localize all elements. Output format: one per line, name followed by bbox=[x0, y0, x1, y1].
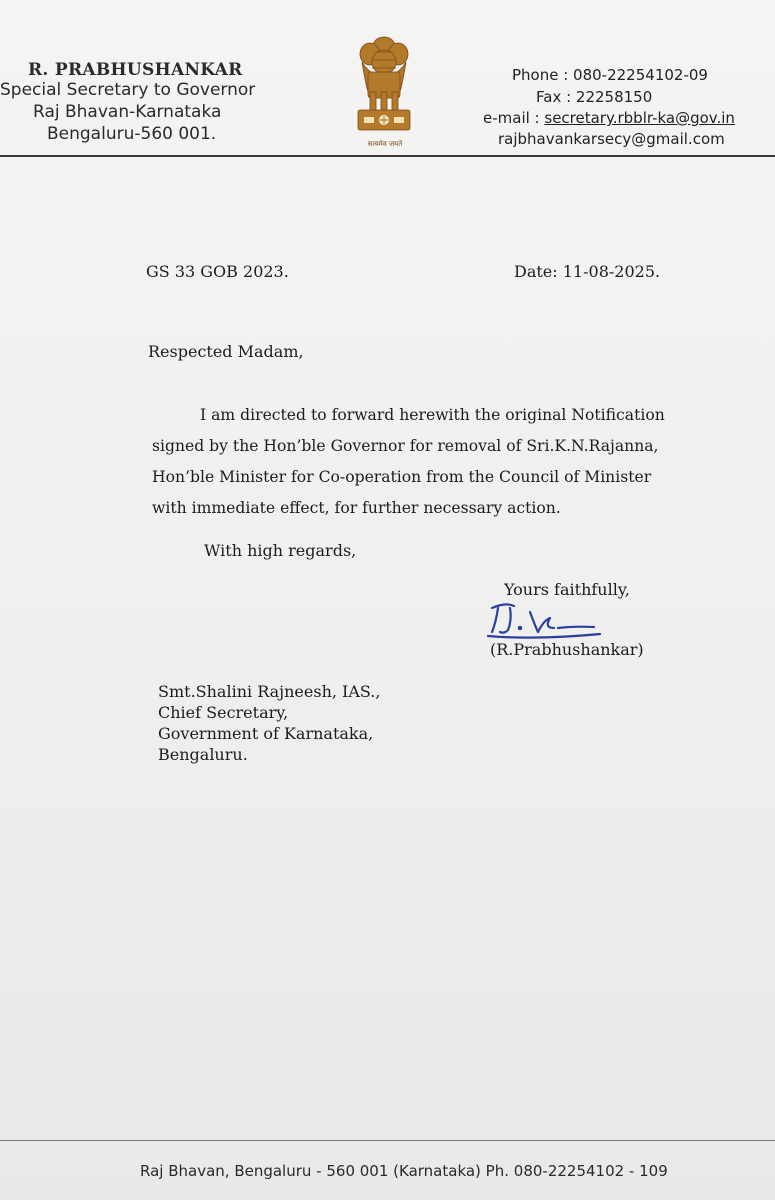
phone-line: Phone : 080-22254102-09 bbox=[512, 66, 708, 84]
footer-divider bbox=[0, 1140, 775, 1141]
body-line: Hon’ble Minister for Co-operation from the Council of Minister bbox=[152, 468, 652, 486]
salutation: Respected Madam, bbox=[148, 342, 304, 361]
reference-number: GS 33 GOB 2023. bbox=[146, 262, 289, 281]
recipient-organization: Government of Karnataka, bbox=[158, 724, 374, 743]
sender-city: Bengaluru-560 001. bbox=[47, 124, 217, 144]
letter-date: Date: 11-08-2025. bbox=[514, 262, 661, 281]
letter-body bbox=[152, 400, 700, 524]
sender-office: Raj Bhavan-Karnataka bbox=[33, 102, 222, 122]
footer-address: Raj Bhavan, Bengaluru - 560 001 (Karnataka) Ph. 080-22254102 - 109 bbox=[140, 1162, 668, 1180]
emblem-motto: सत्यमेव जयते bbox=[367, 140, 403, 148]
recipient-city: Bengaluru. bbox=[158, 745, 248, 764]
regards-line: With high regards, bbox=[204, 541, 357, 560]
signatory-name: (R.Prabhushankar) bbox=[490, 640, 644, 659]
email-line-1 bbox=[483, 109, 735, 127]
body-line: with immediate effect, for further necessary action. bbox=[152, 499, 561, 517]
handwritten-signature bbox=[484, 598, 634, 646]
body-line: signed by the Hon’ble Governor for removal of Sri.K.N.Rajanna, bbox=[152, 437, 659, 455]
email-link-gmail[interactable]: rajbhavankarsecy@gmail.com bbox=[498, 130, 725, 148]
email-label: e-mail : bbox=[483, 109, 545, 127]
recipient-designation: Chief Secretary, bbox=[158, 703, 289, 722]
closing-line: Yours faithfully, bbox=[504, 580, 630, 599]
fax-line: Fax : 22258150 bbox=[536, 88, 653, 106]
state-emblem-icon bbox=[346, 32, 422, 152]
sender-name: R. PRABHUSHANKAR bbox=[28, 60, 243, 80]
letterhead-divider bbox=[0, 155, 775, 157]
body-line: I am directed to forward herewith the original Notification bbox=[200, 406, 665, 424]
recipient-name: Smt.Shalini Rajneesh, IAS., bbox=[158, 682, 381, 701]
email-link-official[interactable]: secretary.rbblr-ka@gov.in bbox=[544, 109, 735, 127]
sender-title: Special Secretary to Governor bbox=[0, 80, 256, 100]
